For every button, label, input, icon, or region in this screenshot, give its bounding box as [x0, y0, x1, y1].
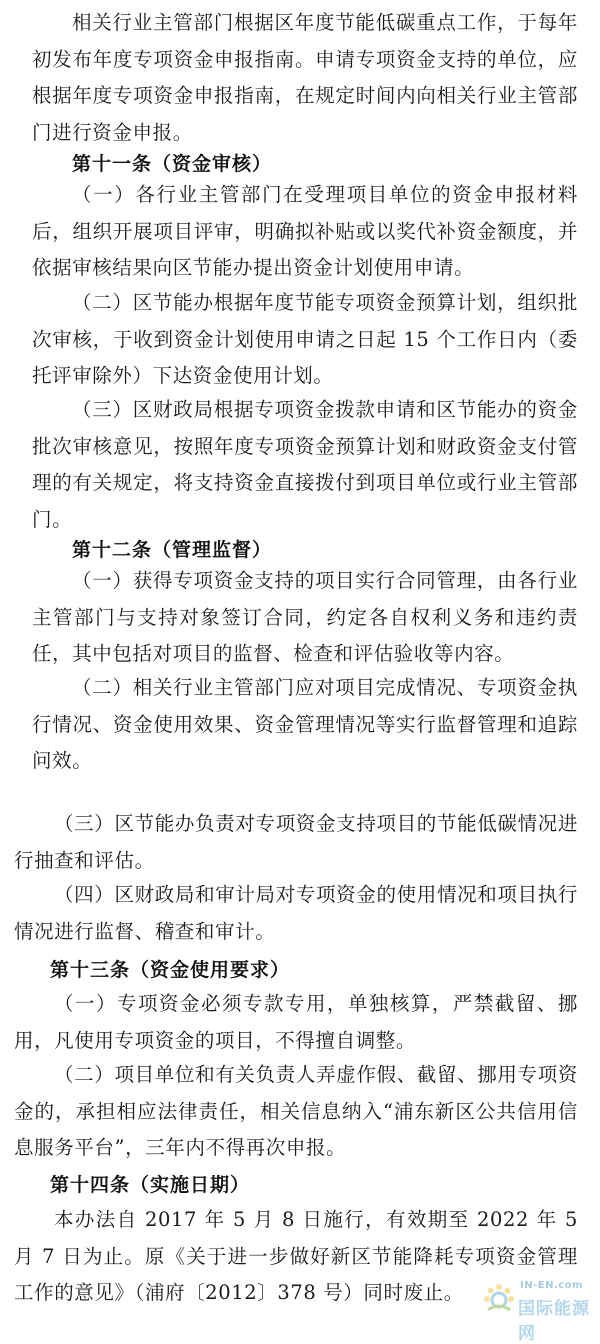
article-13-heading: 第十三条（资金使用要求） — [50, 959, 291, 981]
article-12-clause-3: （三）区节能办负责对专项资金支持项目的节能低碳情况进行抽查和评估。 — [14, 812, 578, 872]
article-11-clause-2: （二）区节能办根据年度节能专项资金预算计划，组织批次审核，于收到资金计划使用申请之日起 15 个工作日内（委托评审除外）下达资金使用计划。 — [32, 291, 578, 387]
article-11-clause-1: （一）各行业主管部门在受理项目单位的资金申报材料后，组织开展项目评审，明确拟补贴或以奖代补资金额度，并依据审核结果向区节能办提出资金计划使用申请。 — [32, 183, 578, 279]
article-11-heading: 第十一条（资金审核） — [72, 153, 273, 175]
paragraph-intro: 相关行业主管部门根据区年度节能低碳重点工作，于每年初发布年度专项资金申报指南。申请专项资金支持的单位，应根据年度专项资金申报指南，在规定时间内向相关行业主管部门进行资金申报。 — [32, 11, 578, 144]
watermark-site-cn: 国际能源网 — [518, 1299, 590, 1344]
article-12-clause-1: （一）获得专项资金支持的项目实行合同管理，由各行业主管部门与支持对象签订合同，约定各自权利义务和违约责任，其中包括对项目的监督、检查和评估验收等内容。 — [32, 569, 578, 665]
article-13-clause-2: （二）项目单位和有关负责人弄虚作假、截留、挪用专项资金的，承担相应法律责任，相关信息纳入“浦东新区公共信用信息服务平台”，三年内不得再次申报。 — [14, 1063, 578, 1159]
article-11-clause-3: （三）区财政局根据专项资金拨款申请和区节能办的资金批次审核意见，按照年度专项资金预算计划和财政资金支付管理的有关规定，将支持资金直接拨付到项目单位或行业主管部门。 — [32, 398, 578, 531]
sunflower-logo-icon — [482, 1282, 516, 1316]
article-14-heading: 第十四条（实施日期） — [50, 1174, 251, 1196]
article-12-clause-4: （四）区财政局和审计局对专项资金的使用情况和项目执行情况进行监督、稽查和审计。 — [14, 883, 578, 943]
article-12-heading: 第十二条（管理监督） — [72, 539, 273, 561]
watermark-site-en: IN-EN.com — [520, 1280, 583, 1291]
site-watermark — [482, 1278, 594, 1344]
article-13-clause-1: （一）专项资金必须专款专用，单独核算，严禁截留、挪用，凡使用专项资金的项目，不得擅自调整。 — [14, 992, 578, 1052]
article-12-clause-2: （二）相关行业主管部门应对项目完成情况、专项资金执行情况、资金使用效果、资金管理情况等实行监督管理和追踪问效。 — [32, 676, 578, 772]
article-14-body: 本办法自 2017 年 5 月 8 日施行，有效期至 2022 年 5 月 7 日为止。原《关于进一步做好新区节能降耗专项资金管理工作的意见》（浦府〔2012〕378 号）同时废止。 — [14, 1208, 578, 1304]
